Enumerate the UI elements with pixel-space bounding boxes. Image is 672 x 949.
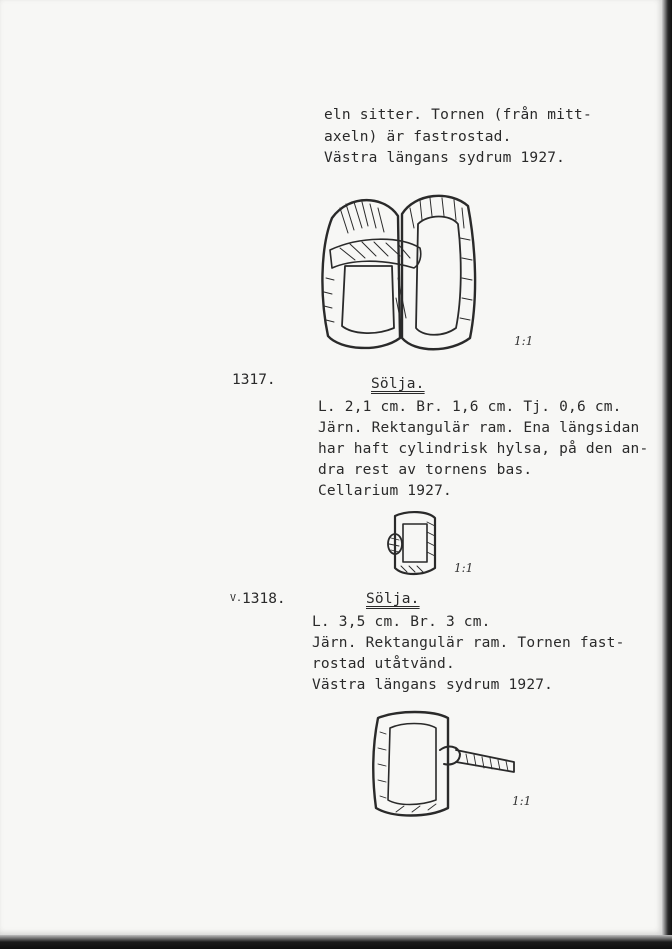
scale-label-1317: 1:1	[454, 561, 474, 575]
buckle-drawing-1318	[368, 708, 528, 828]
scale-label-1316: 1:1	[514, 334, 534, 348]
scale-label-1318: 1:1	[512, 794, 532, 808]
entry-line: rostad utåtvänd.	[312, 656, 455, 672]
buckle-drawing-1317	[383, 508, 443, 578]
page-bottom-edge	[0, 935, 672, 949]
intro-line: Västra längans sydrum 1927.	[324, 150, 566, 166]
intro-line: axeln) är fastrostad.	[324, 129, 512, 145]
intro-line: eln sitter. Tornen (från mitt-	[324, 107, 592, 123]
entry-line: har haft cylindrisk hylsa, på den an-	[318, 441, 649, 457]
entry-line: Västra längans sydrum 1927.	[312, 677, 554, 693]
page-right-edge	[662, 0, 672, 949]
entry-title: Sölja.	[371, 376, 425, 392]
entry-number: 1317.	[232, 372, 276, 388]
entry-line: L. 3,5 cm. Br. 3 cm.	[312, 614, 491, 630]
entry-line: Cellarium 1927.	[318, 483, 452, 499]
entry-title: Sölja.	[366, 591, 420, 607]
entry-prefix: V.	[230, 593, 243, 604]
entry-line: dra rest av tornens bas.	[318, 462, 533, 478]
entry-number: 1318.	[242, 591, 286, 607]
buckle-drawing-1316	[310, 188, 490, 358]
entry-line: L. 2,1 cm. Br. 1,6 cm. Tj. 0,6 cm.	[318, 399, 622, 415]
entry-line: Järn. Rektangulär ram. Ena längsidan	[318, 420, 640, 436]
entry-line: Järn. Rektangulär ram. Tornen fast-	[312, 635, 625, 651]
